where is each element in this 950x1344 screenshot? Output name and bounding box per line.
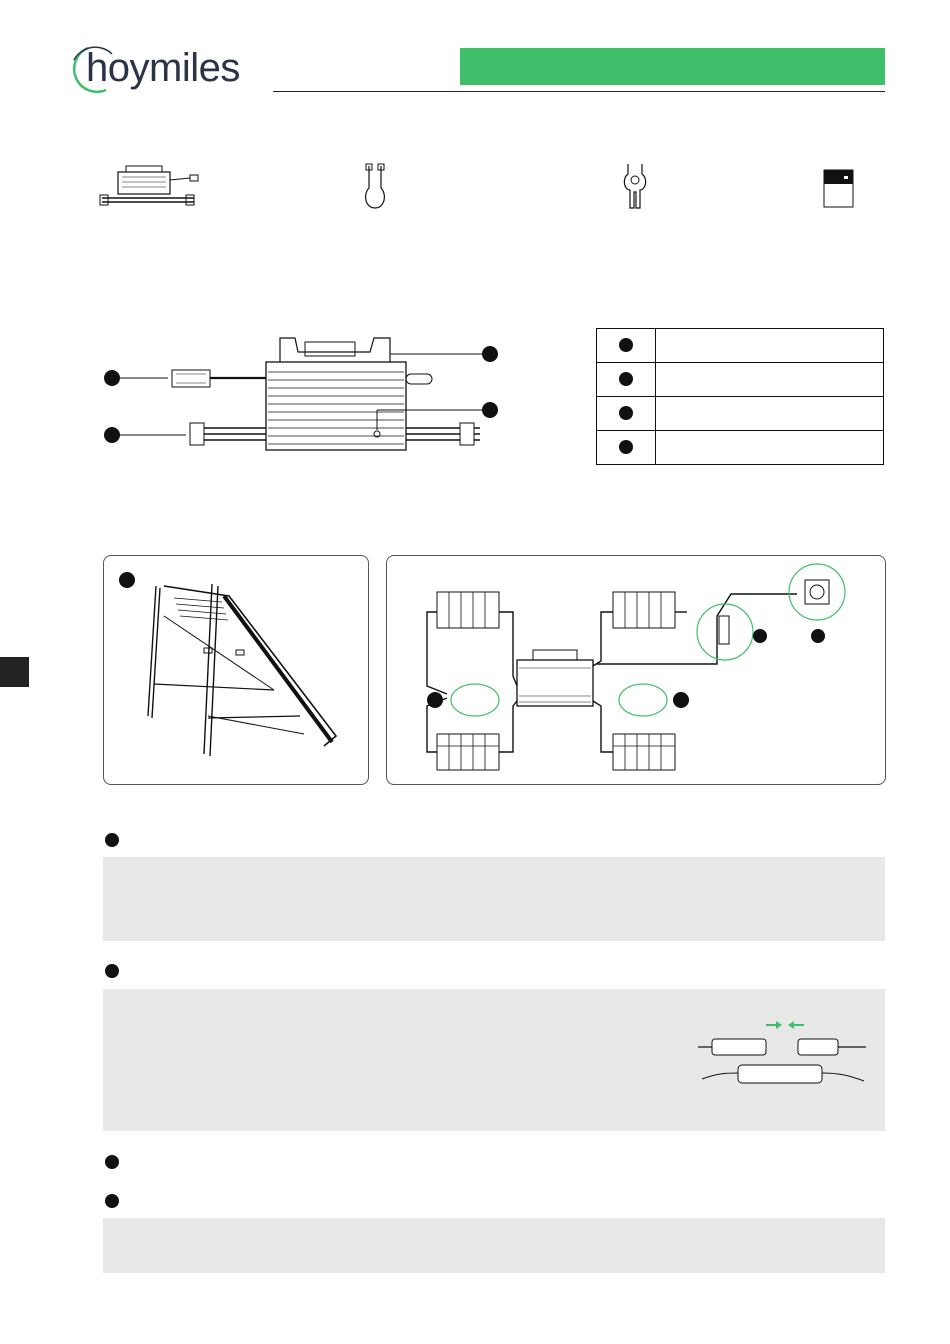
- callout-socket: [811, 629, 825, 643]
- chapter-tab: [0, 657, 29, 687]
- step-3-marker: [105, 1155, 119, 1169]
- panel-stand-icon: [104, 556, 368, 784]
- callout-ac-cable: [104, 370, 120, 386]
- wiring-diagram-icon: [387, 556, 885, 784]
- callout-bracket: [482, 346, 498, 362]
- step-4-note: [103, 1218, 885, 1273]
- table-row: [597, 363, 884, 397]
- table-row: [597, 431, 884, 465]
- table-row: [597, 329, 884, 363]
- callout-led: [482, 402, 498, 418]
- callout-dc-connectors: [104, 427, 120, 443]
- callout-left-dc: [427, 692, 443, 708]
- header-green-bar: [460, 48, 885, 85]
- unlock-tool-icon: [620, 160, 650, 220]
- brand-logo: [66, 40, 256, 96]
- callout-right-dc: [673, 692, 689, 708]
- step-1-note: [103, 857, 885, 941]
- manual-icon: [822, 168, 856, 228]
- header-divider: [273, 91, 885, 92]
- step-4-marker: [105, 1194, 119, 1208]
- wiring-illustration-panel: [386, 555, 886, 785]
- mounting-illustration-panel: [103, 555, 369, 785]
- ac-cable-icon: [355, 160, 395, 220]
- callout-ac-connector: [753, 629, 767, 643]
- component-legend-table: [596, 328, 884, 465]
- microinverter-icon: [98, 162, 218, 222]
- step-1-marker: [105, 833, 119, 847]
- inverter-diagram: [100, 330, 520, 460]
- dc-connector-icon: [698, 1017, 868, 1097]
- brand-name: hoymiles: [86, 46, 240, 90]
- step-2-marker: [105, 964, 119, 978]
- table-row: [597, 397, 884, 431]
- step-2-note: [103, 989, 885, 1131]
